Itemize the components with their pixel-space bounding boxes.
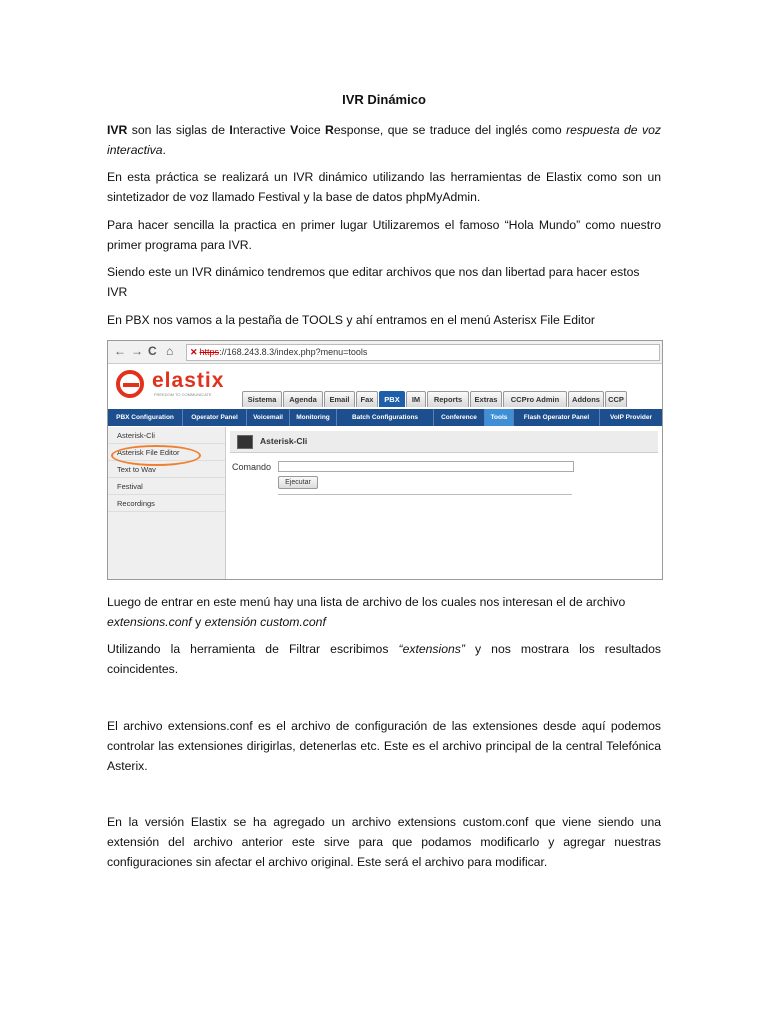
paragraph-4: Siendo este un IVR dinámico tendremos que editar archivos que nos dan libertad para hacer estos IVR <box>107 265 640 299</box>
paragraph-7: Utilizando la herramienta de Filtrar escribimos “extensions” y nos mostrara los resultados coincidentes. <box>107 642 661 676</box>
pbx-menu-bar <box>108 409 662 426</box>
elastix-logo-tagline: FREEDOM TO COMMUNICATE <box>154 392 212 397</box>
menu-tools[interactable]: Tools <box>485 409 514 426</box>
tab-ccp[interactable]: CCP <box>605 391 627 407</box>
tab-extras[interactable]: Extras <box>470 391 502 407</box>
tab-addons[interactable]: Addons <box>568 391 604 407</box>
execute-button[interactable]: Ejecutar <box>278 476 318 489</box>
paragraph-1: IVR son las siglas de Interactive Voice Response, que se traduce del inglés como respuesta de voz interactiva. <box>107 123 661 157</box>
browser-address-bar <box>108 341 662 364</box>
home-icon[interactable]: ⌂ <box>166 344 174 358</box>
sidebar-item-festival[interactable]: Festival <box>108 478 225 495</box>
reload-icon[interactable]: C <box>148 344 157 358</box>
tab-pbx[interactable]: PBX <box>379 391 405 407</box>
sidebar-item-text-to-wav[interactable]: Text to Wav <box>108 461 225 478</box>
output-divider <box>278 494 572 495</box>
highlight-oval <box>111 445 201 466</box>
paragraph-5: En PBX nos vamos a la pestaña de TOOLS y ahí entramos en el menú Asterisx File Editor <box>107 313 595 327</box>
paragraph-3: Para hacer sencilla la practica en primer lugar Utilizaremos el famoso “Hola Mundo” como nuestro primer programa para IVR. <box>107 218 661 252</box>
panel-title: Asterisk-Cli <box>260 436 308 446</box>
menu-voip-provider[interactable]: VoIP Provider <box>600 409 663 426</box>
url-field[interactable]: ✕ https://168.243.8.3/index.php?menu=tools <box>186 344 660 361</box>
elastix-screenshot <box>107 340 663 580</box>
paragraph-9: En la versión Elastix se ha agregado un archivo extensions custom.conf que viene siendo una extensión del archivo anterior este sirve para que podamos modificarlo y agregar nuestras configuraciones sin afectar el archivo original. Este será el archivo para modificar. <box>107 815 661 869</box>
asterisk-cli-panel <box>226 427 662 579</box>
menu-voicemail[interactable]: Voicemail <box>247 409 290 426</box>
menu-operator-panel[interactable]: Operator Panel <box>183 409 247 426</box>
tab-reports[interactable]: Reports <box>427 391 469 407</box>
sidebar-item-asterisk-file-editor[interactable]: Asterisk File Editor <box>108 444 225 461</box>
panel-header <box>230 431 658 453</box>
paragraph-8: El archivo extensions.conf es el archivo de configuración de las extensiones desde aquí podemos controlar las extensiones dirigirlas, detenerlas etc. Este es el archivo principal de la central Telefónica Asterix. <box>107 719 661 773</box>
terminal-icon <box>237 435 253 449</box>
insecure-icon: ✕ <box>190 347 198 357</box>
tab-im[interactable]: IM <box>406 391 426 407</box>
menu-monitoring[interactable]: Monitoring <box>290 409 337 426</box>
command-label: Comando <box>232 462 272 472</box>
forward-icon[interactable]: → <box>131 344 143 358</box>
tab-agenda[interactable]: Agenda <box>283 391 323 407</box>
menu-conference[interactable]: Conference <box>434 409 485 426</box>
elastix-header <box>108 364 662 408</box>
tab-sistema[interactable]: Sistema <box>242 391 282 407</box>
menu-flash-operator-panel[interactable]: Flash Operator Panel <box>514 409 600 426</box>
page-title: IVR Dinámico <box>342 92 426 107</box>
tab-email[interactable]: Email <box>324 391 355 407</box>
command-input[interactable] <box>278 461 574 472</box>
menu-pbx-configuration[interactable]: PBX Configuration <box>108 409 183 426</box>
menu-batch-configurations[interactable]: Batch Configurations <box>337 409 434 426</box>
sidebar-item-asterisk-cli[interactable]: Asterisk-Cli <box>108 427 225 444</box>
paragraph-2: En esta práctica se realizará un IVR dinámico utilizando las herramientas de Elastix como son un sintetizador de voz llamado Festival y la base de datos phpMyAdmin. <box>107 170 661 204</box>
back-icon[interactable]: ← <box>114 344 126 358</box>
elastix-logo-text: elastix <box>152 369 225 392</box>
sidebar-item-recordings[interactable]: Recordings <box>108 495 225 512</box>
tab-fax[interactable]: Fax <box>356 391 378 407</box>
paragraph-6: Luego de entrar en este menú hay una lista de archivo de los cuales nos interesan el de archivo extensions.conf y extensión custom.conf <box>107 595 626 629</box>
elastix-logo-icon <box>116 370 144 398</box>
tab-ccpro-admin[interactable]: CCPro Admin <box>503 391 567 407</box>
